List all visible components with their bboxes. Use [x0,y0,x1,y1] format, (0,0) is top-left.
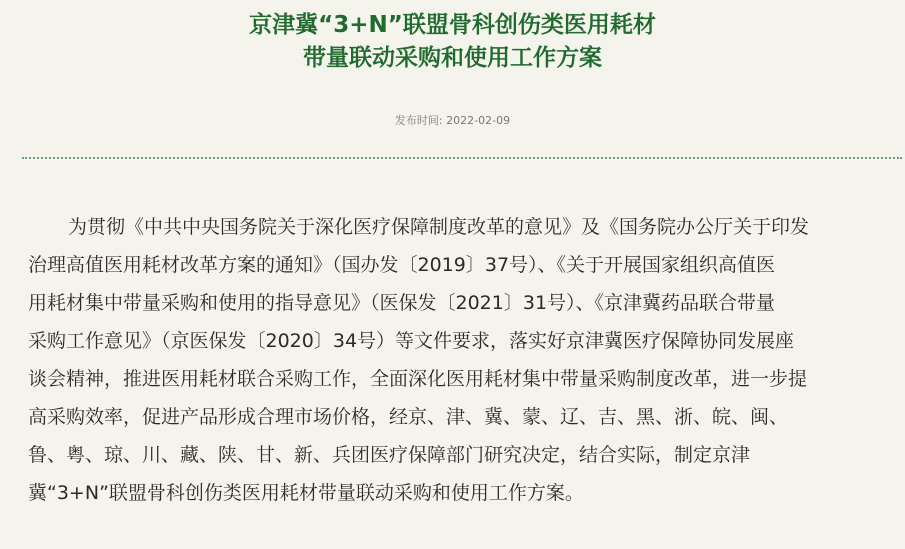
publish-date: 2022-02-09 [446,114,511,127]
publish-label: 发布时间: [394,114,443,127]
paragraph-line: 谈会精神，推进医用耗材联合采购工作，全面深化医用耗材集中带量采购制度改革，进一步提 [28,368,808,390]
paragraph-line: 鲁、粤、琼、川、藏、陕、甘、新、兵团医疗保障部门研究决定，结合实际，制定京津 [28,444,751,466]
paragraph-line: 为贯彻《中共中央国务院关于深化医疗保障制度改革的意见》及《国务院办公厅关于印发 [68,216,810,238]
article-title-line-1: 京津冀“3+N”联盟骨科创伤类医用耗材 [249,12,656,38]
article-body [28,208,890,512]
article-title-line-2: 带量联动采购和使用工作方案 [303,45,602,71]
paragraph-line: 治理高值医用耗材改革方案的通知》（国办发〔2019〕37号）、《关于开展国家组织高值医 [28,254,776,276]
dotted-divider [22,157,902,159]
publish-info [0,114,905,128]
paragraph-line: 采购工作意见》（京医保发〔2020〕34号）等文件要求，落实好京津冀医疗保障协同发展座 [28,330,795,352]
paragraph-line: 冀“3+N”联盟骨科创伤类医用耗材带量联动采购和使用工作方案。 [28,482,584,504]
paragraph-line: 用耗材集中带量采购和使用的指导意见》（医保发〔2021〕31号）、《京津冀药品联合带量 [28,292,776,314]
paragraph-line: 高采购效率，促进产品形成合理市场价格，经京、津、冀、蒙、辽、吉、黑、浙、皖、闽、 [28,406,789,428]
